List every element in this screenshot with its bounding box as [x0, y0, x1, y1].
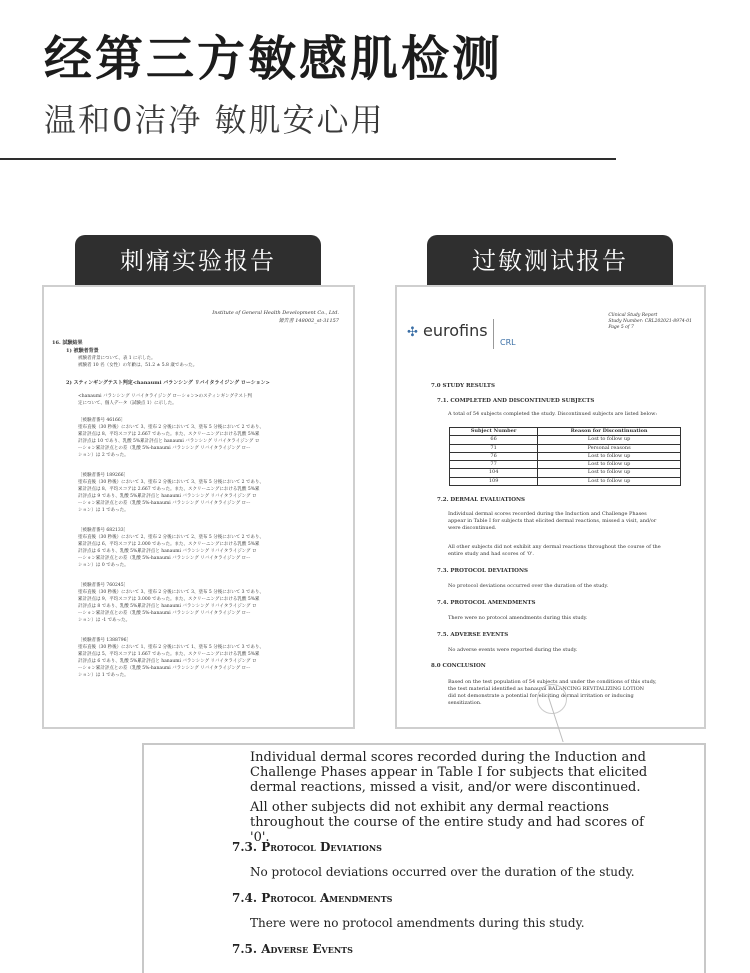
- section-heading: 16. 試験結果: [52, 340, 83, 346]
- org-header: Institute of General Health Development Co., Ltd. 報告書 148002_st-31157: [212, 310, 339, 324]
- section-heading: 7.2. DERMAL EVALUATIONS: [437, 497, 525, 503]
- zoom-paragraph: Individual dermal scores recorded during the Induction and Challenge Phases appear in Table I for subjects that elicited dermal reactions, missed a visit, and/or were discontinued.: [250, 750, 648, 795]
- subject-block: ［被験者番号 1388796］ 塗布直後（30 秒後）において 1、塗布 2 分後において 1、塗布 5 分後において 3 であり、 累計評点は 5、平均スコアは 1.667 であった。また、スクリーニングにおける乳酸 5%累 計評点は 6 であり、乳酸 5%累計評点と hanaumi バランシング リバイタライジング ロ ーション累計評点との差（乳酸 5%-hanaumi バランシング リバイタライジング ロー ション）は 1 であった。: [78, 638, 264, 678]
- crl-label: CRL: [500, 338, 516, 347]
- stinging-report-label: 刺痛实验报告: [75, 235, 321, 287]
- subject-block: ［被験者番号 682133］ 塗布直後（30 秒後）において 2、塗布 2 分後において 2、塗布 5 分後において 2 であり、 累計評点は 6、平均スコアは 2.000 であった。また、スクリーニングにおける乳酸 5%累 計評点は 6 であり、乳酸 5%累計評点と hanaumi バランシング リバイタライジング ロ ーション累計評点との差（乳酸 5%-hanaumi バランシング リバイタライジング ロー ション）は 0 であった。: [78, 528, 264, 568]
- table-header: Reason for Discontinuation: [538, 428, 681, 436]
- logo-dots-icon: ✣: [407, 325, 418, 340]
- table-row: 77 Lost to follow up: [450, 461, 681, 469]
- zoomed-excerpt: [142, 743, 706, 973]
- paragraph: No adverse events were reported during the study.: [448, 647, 578, 653]
- subject-block: ［被験者番号 760245］ 塗布直後（30 秒後）において 3、塗布 2 分後において 3、塗布 5 分後において 3 であり、 累計評点は 9、平均スコアは 3.000 であった。また、スクリーニングにおける乳酸 5%累 計評点は 8 であり、乳酸 5%累計評点と hanaumi バランシング リバイタライジング ロ ーション累計評点との差（乳酸 5%-hanaumi バランシング リバイタライジング ロー ション）は -1 であった。: [78, 583, 264, 623]
- zoom-paragraph: No protocol deviations occurred over the duration of the study.: [250, 865, 635, 879]
- subsection-heading: 1) 被験者背景: [66, 348, 99, 354]
- zoom-heading: 7.5. Adverse Events: [232, 942, 353, 956]
- zoom-heading: 7.4. Protocol Amendments: [232, 891, 393, 905]
- discontinued-subjects-table: [449, 427, 681, 486]
- page-subtitle: 温和0洁净 敏肌安心用: [44, 101, 385, 139]
- table-row: 109 Lost to follow up: [450, 477, 681, 485]
- table-row: 104 Lost to follow up: [450, 469, 681, 477]
- title-divider: [0, 158, 616, 160]
- section-heading: 8.0 CONCLUSION: [431, 663, 486, 669]
- eurofins-logo: ✣ eurofins: [407, 321, 488, 340]
- paragraph: All other subjects did not exhibit any dermal reactions throughout the course of the entire study and had scores of '0'.: [448, 544, 661, 557]
- zoom-paragraph: There were no protocol amendments during this study.: [250, 916, 585, 930]
- subject-block: ［被験者番号 189266］ 塗布直後（30 秒後）において 3、塗布 2 分後において 3、塗布 5 分後において 2 であり、 累計評点は 8、平均スコアは 2.667 であった。また、スクリーニングにおける乳酸 5%累 計評点は 9 であり、乳酸 5%累計評点と hanaumi バランシング リバイタライジング ロ ーション累計評点との差（乳酸 5%-hanaumi バランシング リバイタライジング ロー ション）は 1 であった。: [78, 473, 264, 513]
- table-row: 66 Lost to follow up: [450, 436, 681, 444]
- logo-divider: [493, 319, 494, 349]
- paragraph: <hanaumi バランシング リバイタライジング ローション>のスティンギングテスト判: [78, 394, 252, 399]
- paragraph: No protocol deviations occurred over the duration of the study.: [448, 583, 609, 589]
- subsection-heading: 2) スティンギングテスト判定<hanaumi バランシング リバイタライジング ローション>: [66, 380, 270, 386]
- table-row: 76 Lost to follow up: [450, 452, 681, 460]
- allergy-report-label: 过敏测试报告: [427, 235, 673, 287]
- paragraph: A total of 54 subjects completed the study. Discontinued subjects are listed below:: [448, 411, 658, 417]
- section-heading: 7.0 STUDY RESULTS: [431, 383, 495, 389]
- section-heading: 7.4. PROTOCOL AMENDMENTS: [437, 600, 536, 606]
- paragraph: 被験者 10 名（女性）の年齢は、51.2 ± 5.8 歳であった。: [78, 363, 198, 368]
- paragraph: 定について、個人データ（試験点 1）に示した。: [78, 401, 177, 406]
- subject-block: ［被験者番号 46166］ 塗布直後（30 秒後）において 3、塗布 2 分後において 3、塗布 5 分後において 2 であり、 累計評点は 8、平均スコアは 2.667 であった。また、スクリーニングにおける乳酸 5%累 計評点は 10 であり、乳酸 5%累計評点と hanaumi バランシング リバイタライジング ロ ーション累計評点との差（乳酸 5%-hanaumi バランシング リバイタライジング ロー ション）は 2 であった。: [78, 418, 264, 458]
- zoom-paragraph: All other subjects did not exhibit any dermal reactions throughout the course of the entire study and had scores of '0'.: [250, 800, 644, 845]
- paragraph: There were no protocol amendments during this study.: [448, 615, 588, 621]
- table-row: 71 Personal reasons: [450, 444, 681, 452]
- table-header: Subject Number: [450, 428, 538, 436]
- page-title: 经第三方敏感肌检测: [44, 31, 504, 87]
- section-heading: 7.3. PROTOCOL DEVIATIONS: [437, 568, 528, 574]
- section-heading: 7.5. ADVERSE EVENTS: [437, 632, 509, 638]
- zoom-heading: 7.3. Protocol Deviations: [232, 840, 382, 854]
- section-heading: 7.1. COMPLETED AND DISCONTINUED SUBJECTS: [437, 398, 595, 404]
- stinging-report-document: [42, 285, 355, 729]
- paragraph: Individual dermal scores recorded during the Induction and Challenge Phases appear in Table I for subjects that elicited dermal reactions, missed a visit, and/or were discontinued.: [448, 511, 657, 531]
- paragraph: Based on the test population of 54 subjects and under the conditions of this study, the test material identified as hanaumi BALANCING REVITALIZING LOTION did not demonstrate a potential for eliciting dermal irritation or inducing sensitization.: [448, 679, 657, 706]
- report-header: Clinical Study Report Study Number: CRL202021-8974-01 Page 5 of 7: [608, 313, 692, 330]
- allergy-report-document: [395, 285, 706, 729]
- paragraph: 被験者背景について、表 1 に示した。: [78, 356, 156, 361]
